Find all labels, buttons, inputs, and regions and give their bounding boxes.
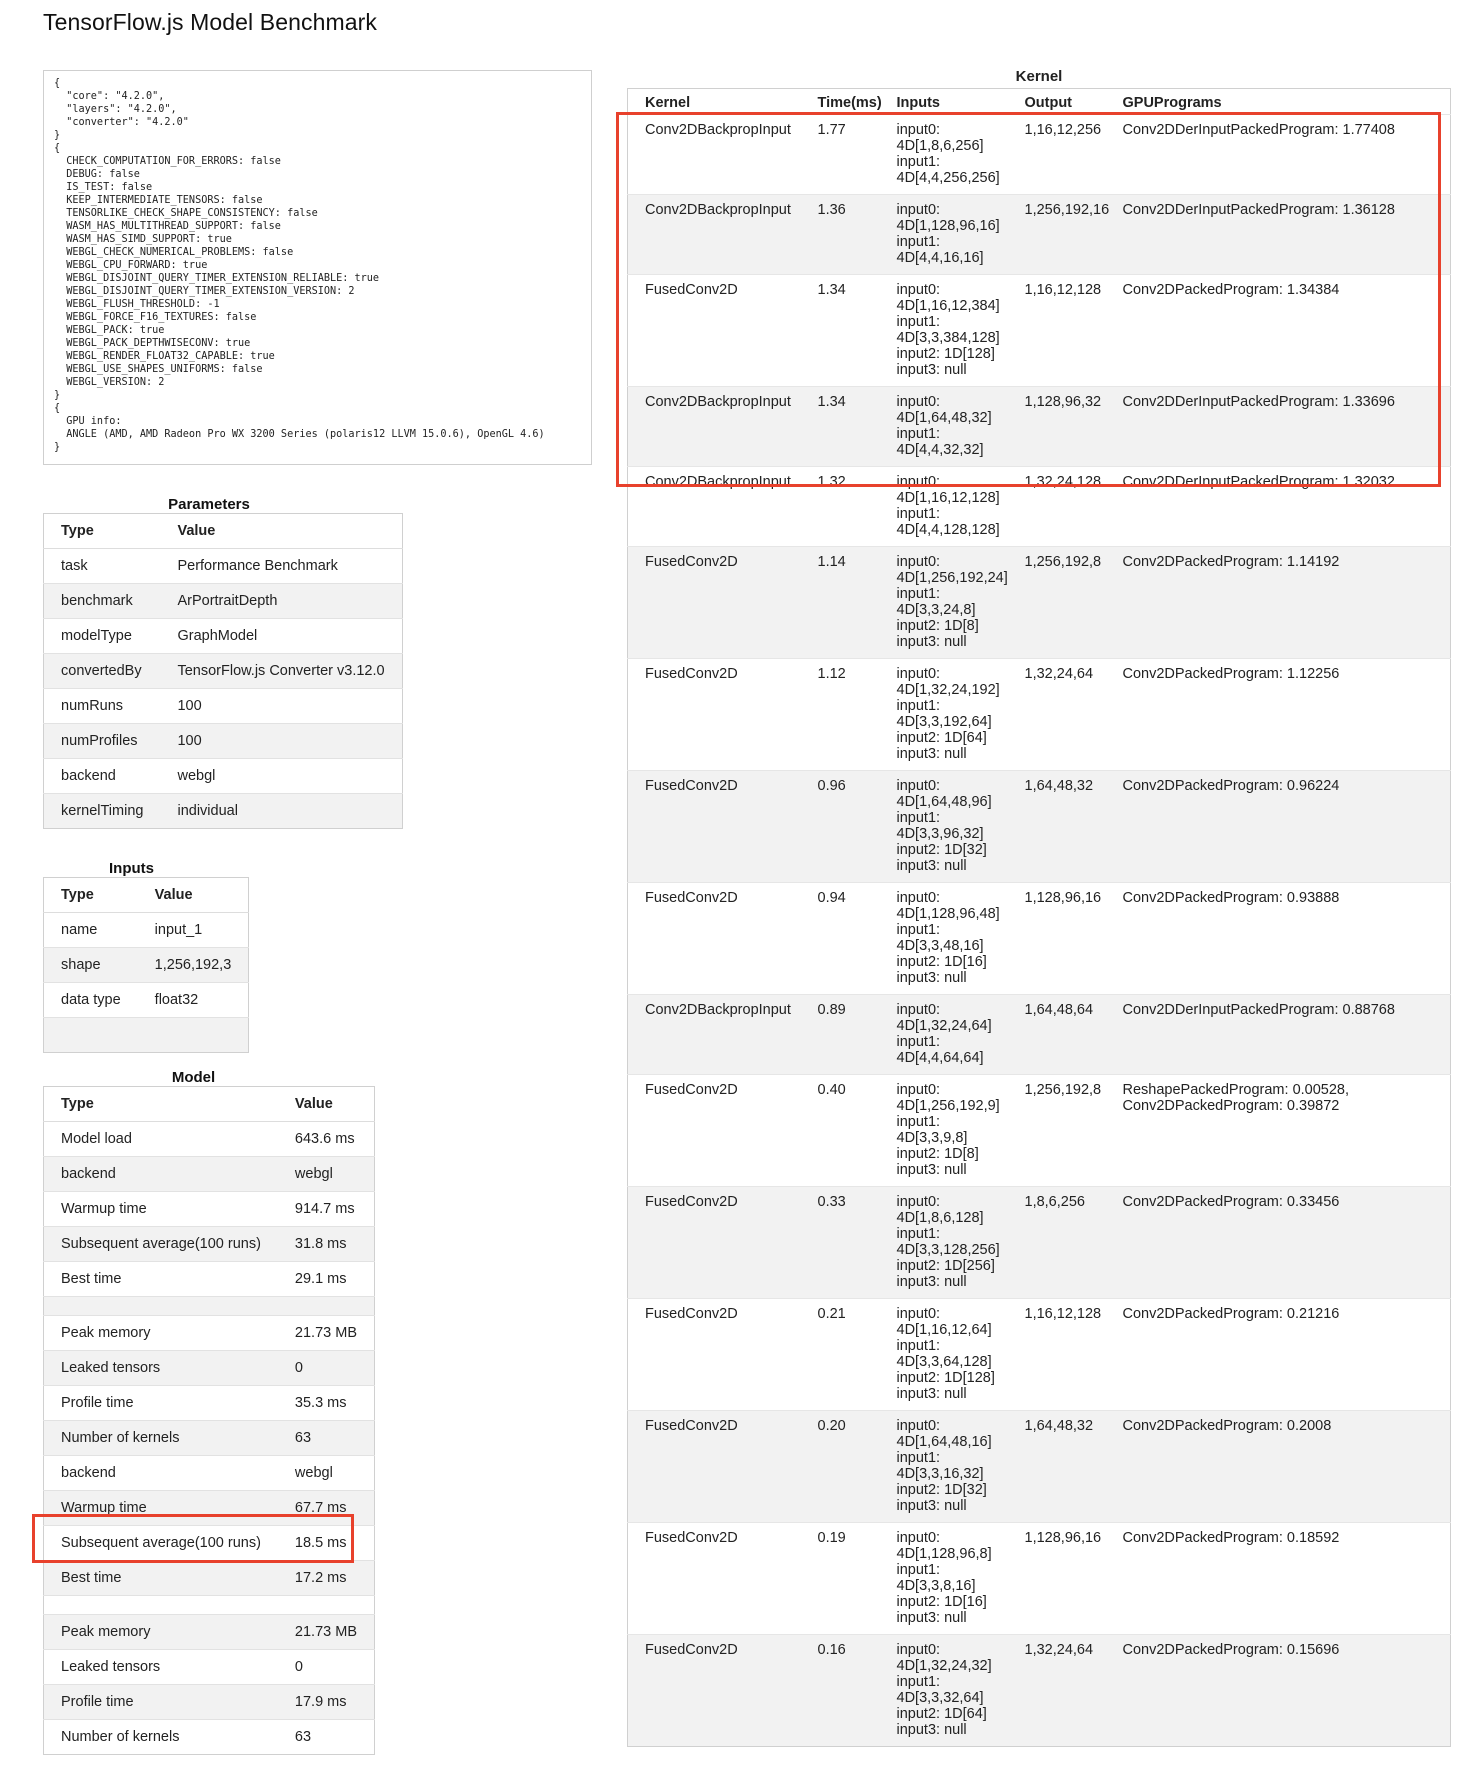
kernel-row xyxy=(628,195,1451,275)
kernel-cell-kernel-name: Conv2DBackpropInput xyxy=(628,467,801,547)
kernel-cell-output: 1,64,48,32 xyxy=(1008,1411,1106,1523)
kernel-cell-time: 1.32 xyxy=(801,467,880,547)
parameters-section xyxy=(43,496,403,829)
model-cell-value: 29.1 ms xyxy=(278,1262,375,1297)
kernel-cell-time: 0.40 xyxy=(801,1075,880,1187)
kernel-cell-output: 1,32,24,64 xyxy=(1008,1635,1106,1747)
kernel-cell-gpu-programs: Conv2DPackedProgram: 0.21216 xyxy=(1106,1299,1451,1411)
parameters-cell-type: numRuns xyxy=(44,689,161,724)
model-cell-type: Best time xyxy=(44,1262,278,1297)
inputs-table xyxy=(43,877,249,1053)
kernel-row xyxy=(628,1075,1451,1187)
kernel-section xyxy=(627,66,1451,1747)
inputs-cell-value xyxy=(138,1018,249,1053)
model-row xyxy=(44,1491,375,1526)
kernel-cell-kernel-name: Conv2DBackpropInput xyxy=(628,387,801,467)
model-cell-type: Number of kernels xyxy=(44,1720,278,1755)
kernel-cell-kernel-name: FusedConv2D xyxy=(628,275,801,387)
parameters-cell-type: backend xyxy=(44,759,161,794)
model-row xyxy=(44,1685,375,1720)
parameters-cell-type: convertedBy xyxy=(44,654,161,689)
kernel-cell-time: 1.34 xyxy=(801,275,880,387)
model-cell-type: Peak memory xyxy=(44,1316,278,1351)
parameters-cell-type: benchmark xyxy=(44,584,161,619)
model-cell-type: Model load xyxy=(44,1122,278,1157)
kernel-cell-gpu-programs: ReshapePackedProgram: 0.00528, Conv2DPackedProgram: 0.39872 xyxy=(1106,1075,1451,1187)
kernel-cell-kernel-name: Conv2DBackpropInput xyxy=(628,115,801,195)
model-table xyxy=(43,1086,375,1755)
kernel-cell-kernel-name: FusedConv2D xyxy=(628,547,801,659)
inputs-cell-value: 1,256,192,3 xyxy=(138,948,249,983)
inputs-cell-type: data type xyxy=(44,983,138,1018)
kernel-cell-gpu-programs: Conv2DDerInputPackedProgram: 1.77408 xyxy=(1106,115,1451,195)
kernel-cell-kernel-name: FusedConv2D xyxy=(628,1299,801,1411)
kernel-cell-gpu-programs: Conv2DDerInputPackedProgram: 1.32032 xyxy=(1106,467,1451,547)
kernel-cell-inputs: input0: 4D[1,256,192,9] input1: 4D[3,3,9,8] input2: 1D[8] input3: null xyxy=(880,1075,1008,1187)
environment-info-box xyxy=(43,70,592,465)
model-cell-value: 17.9 ms xyxy=(278,1685,375,1720)
kernel-cell-time: 1.14 xyxy=(801,547,880,659)
model-cell-type: Profile time xyxy=(44,1386,278,1421)
model-cell-type: backend xyxy=(44,1456,278,1491)
kernel-header-output: Output xyxy=(1024,95,1073,111)
model-cell-value: 21.73 MB xyxy=(278,1615,375,1650)
model-cell-type: Leaked tensors xyxy=(44,1351,278,1386)
model-cell-value: 0 xyxy=(278,1650,375,1685)
kernel-cell-output: 1,128,96,16 xyxy=(1008,1523,1106,1635)
model-cell-value: 0 xyxy=(278,1351,375,1386)
kernel-cell-kernel-name: Conv2DBackpropInput xyxy=(628,195,801,275)
inputs-header-type: Type xyxy=(44,878,138,913)
model-cell-value: 35.3 ms xyxy=(278,1386,375,1421)
parameters-cell-value: individual xyxy=(160,794,402,829)
kernel-row xyxy=(628,387,1451,467)
model-cell-type: Warmup time xyxy=(44,1192,278,1227)
kernel-row xyxy=(628,1187,1451,1299)
model-cell-value: 18.5 ms xyxy=(278,1526,375,1561)
parameters-table xyxy=(43,513,403,829)
inputs-cell-type xyxy=(44,1018,138,1053)
kernel-cell-inputs: input0: 4D[1,128,96,16] input1: 4D[4,4,16,16] xyxy=(880,195,1008,275)
inputs-cell-value: input_1 xyxy=(138,913,249,948)
model-cell-value: webgl xyxy=(278,1456,375,1491)
kernel-cell-inputs: input0: 4D[1,8,6,256] input1: 4D[4,4,256,256] xyxy=(880,115,1008,195)
kernel-cell-kernel-name: FusedConv2D xyxy=(628,1187,801,1299)
kernel-cell-inputs: input0: 4D[1,16,12,64] input1: 4D[3,3,64,128] input2: 1D[128] input3: null xyxy=(880,1299,1008,1411)
kernel-cell-time: 0.33 xyxy=(801,1187,880,1299)
kernel-row xyxy=(628,1523,1451,1635)
kernel-header-inputs: Inputs xyxy=(896,95,940,111)
kernel-cell-output: 1,256,192,8 xyxy=(1008,547,1106,659)
parameters-row xyxy=(44,724,403,759)
model-cell-type: Leaked tensors xyxy=(44,1650,278,1685)
model-cell-type: Profile time xyxy=(44,1685,278,1720)
kernel-row xyxy=(628,1411,1451,1523)
model-cell-type: Number of kernels xyxy=(44,1421,278,1456)
kernel-cell-gpu-programs: Conv2DPackedProgram: 1.12256 xyxy=(1106,659,1451,771)
model-row xyxy=(44,1720,375,1755)
kernel-cell-time: 0.96 xyxy=(801,771,880,883)
kernel-cell-output: 1,32,24,128 xyxy=(1008,467,1106,547)
kernel-cell-output: 1,256,192,16 xyxy=(1008,195,1106,275)
kernel-row xyxy=(628,1635,1451,1747)
model-row xyxy=(44,1456,375,1491)
parameters-row xyxy=(44,584,403,619)
model-cell-type: Warmup time xyxy=(44,1491,278,1526)
model-row xyxy=(44,1227,375,1262)
model-cell-type xyxy=(44,1596,278,1615)
kernel-row xyxy=(628,995,1451,1075)
kernel-cell-gpu-programs: Conv2DPackedProgram: 0.93888 xyxy=(1106,883,1451,995)
model-row xyxy=(44,1192,375,1227)
model-cell-type: Subsequent average(100 runs) xyxy=(44,1526,278,1561)
page-title: TensorFlow.js Model Benchmark xyxy=(43,9,377,35)
kernel-cell-kernel-name: FusedConv2D xyxy=(628,771,801,883)
model-row xyxy=(44,1650,375,1685)
kernel-caption: Kernel xyxy=(1015,68,1063,85)
kernel-cell-output: 1,16,12,256 xyxy=(1008,115,1106,195)
kernel-row xyxy=(628,115,1451,195)
model-caption: Model xyxy=(171,1069,216,1086)
parameters-cell-value: GraphModel xyxy=(160,619,402,654)
parameters-row xyxy=(44,794,403,829)
model-row xyxy=(44,1386,375,1421)
model-cell-value: 17.2 ms xyxy=(278,1561,375,1596)
parameters-header-value: Value xyxy=(160,514,402,549)
kernel-cell-kernel-name: FusedConv2D xyxy=(628,883,801,995)
environment-info-text: { "core": "4.2.0", "layers": "4.2.0", "converter": "4.2.0" } { CHECK_COMPUTATION_FOR_ERRORS: false DEBUG: false IS_TEST: false KEEP_INTERMEDIATE_TENSORS: false TENSORLIKE_CHECK_SHAPE_CONSISTENCY: false WASM_HAS_MULTITHREAD_SUPPORT: false WASM_HAS_SIMD_SUPPORT: true WEBGL_CHECK_NUMERICAL_PROBLEMS: false WEBGL_CPU_FORWARD: true WEBGL_DISJOINT_QUERY_TIMER_EXTENSION_RELIABLE: true WEBGL_DISJOINT_QUERY_TIMER_EXTENSION_VERSION: 2 WEBGL_FLUSH_THRESHOLD: -1 WEBGL_FORCE_F16_TEXTURES: false WEBGL_PACK: true WEBGL_PACK_DEPTHWISECONV: true WEBGL_RENDER_FLOAT32_CAPABLE: true WEBGL_USE_SHAPES_UNIFORMS: false WEBGL_VERSION: 2 } { GPU info: ANGLE (AMD, AMD Radeon Pro WX 3200 Series (polaris12 LLVM 15.0.6), OpenGL 4.6) } xyxy=(54,78,545,453)
inputs-row xyxy=(44,948,249,983)
inputs-header-value: Value xyxy=(138,878,249,913)
kernel-cell-inputs: input0: 4D[1,32,24,64] input1: 4D[4,4,64,64] xyxy=(880,995,1008,1075)
kernel-header-gpuprograms: GPUPrograms xyxy=(1122,95,1222,111)
parameters-cell-value: TensorFlow.js Converter v3.12.0 xyxy=(160,654,402,689)
kernel-row xyxy=(628,275,1451,387)
parameters-row xyxy=(44,549,403,584)
inputs-cell-type: name xyxy=(44,913,138,948)
kernel-cell-output: 1,16,12,128 xyxy=(1008,275,1106,387)
kernel-cell-kernel-name: FusedConv2D xyxy=(628,1075,801,1187)
parameters-cell-value: Performance Benchmark xyxy=(160,549,402,584)
model-cell-value xyxy=(278,1596,375,1615)
kernel-cell-gpu-programs: Conv2DDerInputPackedProgram: 0.88768 xyxy=(1106,995,1451,1075)
kernel-row xyxy=(628,467,1451,547)
kernel-cell-gpu-programs: Conv2DDerInputPackedProgram: 1.36128 xyxy=(1106,195,1451,275)
kernel-cell-gpu-programs: Conv2DPackedProgram: 0.18592 xyxy=(1106,1523,1451,1635)
parameters-cell-value: 100 xyxy=(160,689,402,724)
model-cell-value: 63 xyxy=(278,1421,375,1456)
kernel-row xyxy=(628,883,1451,995)
model-cell-type: Best time xyxy=(44,1561,278,1596)
model-cell-type: Subsequent average(100 runs) xyxy=(44,1227,278,1262)
kernel-cell-inputs: input0: 4D[1,128,96,8] input1: 4D[3,3,8,16] input2: 1D[16] input3: null xyxy=(880,1523,1008,1635)
kernel-cell-gpu-programs: Conv2DPackedProgram: 0.15696 xyxy=(1106,1635,1451,1747)
model-cell-value: 643.6 ms xyxy=(278,1122,375,1157)
kernel-table xyxy=(627,88,1451,1747)
kernel-cell-inputs: input0: 4D[1,64,48,32] input1: 4D[4,4,32,32] xyxy=(880,387,1008,467)
model-cell-value: 914.7 ms xyxy=(278,1192,375,1227)
kernel-cell-time: 0.16 xyxy=(801,1635,880,1747)
kernel-row xyxy=(628,1299,1451,1411)
kernel-cell-time: 1.36 xyxy=(801,195,880,275)
kernel-cell-inputs: input0: 4D[1,8,6,128] input1: 4D[3,3,128,256] input2: 1D[256] input3: null xyxy=(880,1187,1008,1299)
kernel-cell-gpu-programs: Conv2DPackedProgram: 1.34384 xyxy=(1106,275,1451,387)
kernel-cell-time: 1.34 xyxy=(801,387,880,467)
kernel-cell-output: 1,32,24,64 xyxy=(1008,659,1106,771)
model-row xyxy=(44,1122,375,1157)
model-cell-value: 31.8 ms xyxy=(278,1227,375,1262)
kernel-cell-time: 0.20 xyxy=(801,1411,880,1523)
kernel-row xyxy=(628,659,1451,771)
kernel-cell-inputs: input0: 4D[1,16,12,128] input1: 4D[4,4,128,128] xyxy=(880,467,1008,547)
parameters-caption: Parameters xyxy=(168,496,250,513)
kernel-cell-output: 1,8,6,256 xyxy=(1008,1187,1106,1299)
model-row xyxy=(44,1351,375,1386)
kernel-cell-output: 1,64,48,32 xyxy=(1008,771,1106,883)
kernel-cell-output: 1,128,96,32 xyxy=(1008,387,1106,467)
kernel-cell-output: 1,64,48,64 xyxy=(1008,995,1106,1075)
kernel-cell-kernel-name: FusedConv2D xyxy=(628,1635,801,1747)
parameters-row xyxy=(44,759,403,794)
parameters-cell-value: webgl xyxy=(160,759,402,794)
model-row xyxy=(44,1561,375,1596)
kernel-cell-output: 1,16,12,128 xyxy=(1008,1299,1106,1411)
kernel-cell-inputs: input0: 4D[1,256,192,24] input1: 4D[3,3,24,8] input2: 1D[8] input3: null xyxy=(880,547,1008,659)
model-cell-value: webgl xyxy=(278,1157,375,1192)
kernel-cell-time: 0.21 xyxy=(801,1299,880,1411)
kernel-cell-kernel-name: FusedConv2D xyxy=(628,659,801,771)
kernel-cell-kernel-name: Conv2DBackpropInput xyxy=(628,995,801,1075)
kernel-cell-gpu-programs: Conv2DPackedProgram: 0.96224 xyxy=(1106,771,1451,883)
parameters-cell-type: numProfiles xyxy=(44,724,161,759)
inputs-cell-value: float32 xyxy=(138,983,249,1018)
kernel-cell-kernel-name: FusedConv2D xyxy=(628,1523,801,1635)
parameters-cell-value: ArPortraitDepth xyxy=(160,584,402,619)
inputs-section xyxy=(43,860,249,1053)
kernel-cell-inputs: input0: 4D[1,32,24,32] input1: 4D[3,3,32,64] input2: 1D[64] input3: null xyxy=(880,1635,1008,1747)
kernel-cell-time: 0.19 xyxy=(801,1523,880,1635)
kernel-cell-inputs: input0: 4D[1,32,24,192] input1: 4D[3,3,192,64] input2: 1D[64] input3: null xyxy=(880,659,1008,771)
model-cell-type: Peak memory xyxy=(44,1615,278,1650)
kernel-cell-inputs: input0: 4D[1,64,48,16] input1: 4D[3,3,16,32] input2: 1D[32] input3: null xyxy=(880,1411,1008,1523)
model-row xyxy=(44,1526,375,1561)
inputs-cell-type: shape xyxy=(44,948,138,983)
parameters-row xyxy=(44,654,403,689)
kernel-header-kernel: Kernel xyxy=(645,95,691,111)
parameters-cell-type: modelType xyxy=(44,619,161,654)
model-header-type: Type xyxy=(44,1087,278,1122)
parameters-row xyxy=(44,689,403,724)
kernel-cell-time: 0.89 xyxy=(801,995,880,1075)
model-cell-value: 63 xyxy=(278,1720,375,1755)
model-cell-type xyxy=(44,1297,278,1316)
kernel-cell-gpu-programs: Conv2DDerInputPackedProgram: 1.33696 xyxy=(1106,387,1451,467)
kernel-cell-inputs: input0: 4D[1,64,48,96] input1: 4D[3,3,96,32] input2: 1D[32] input3: null xyxy=(880,771,1008,883)
kernel-cell-output: 1,128,96,16 xyxy=(1008,883,1106,995)
model-row xyxy=(44,1421,375,1456)
parameters-cell-value: 100 xyxy=(160,724,402,759)
model-cell-value: 21.73 MB xyxy=(278,1316,375,1351)
kernel-cell-gpu-programs: Conv2DPackedProgram: 0.33456 xyxy=(1106,1187,1451,1299)
model-header-value: Value xyxy=(278,1087,375,1122)
kernel-header-time: Time(ms) xyxy=(817,95,882,111)
model-section xyxy=(43,1069,375,1755)
kernel-cell-time: 0.94 xyxy=(801,883,880,995)
model-row xyxy=(44,1262,375,1297)
model-cell-type: backend xyxy=(44,1157,278,1192)
kernel-row xyxy=(628,547,1451,659)
inputs-row xyxy=(44,1018,249,1053)
kernel-cell-inputs: input0: 4D[1,16,12,384] input1: 4D[3,3,384,128] input2: 1D[128] input3: null xyxy=(880,275,1008,387)
inputs-row xyxy=(44,913,249,948)
kernel-row xyxy=(628,771,1451,883)
kernel-cell-time: 1.77 xyxy=(801,115,880,195)
kernel-cell-output: 1,256,192,8 xyxy=(1008,1075,1106,1187)
model-cell-value: 67.7 ms xyxy=(278,1491,375,1526)
kernel-cell-gpu-programs: Conv2DPackedProgram: 0.2008 xyxy=(1106,1411,1451,1523)
parameters-cell-type: kernelTiming xyxy=(44,794,161,829)
model-row xyxy=(44,1316,375,1351)
model-cell-value xyxy=(278,1297,375,1316)
kernel-cell-time: 1.12 xyxy=(801,659,880,771)
kernel-cell-gpu-programs: Conv2DPackedProgram: 1.14192 xyxy=(1106,547,1451,659)
kernel-cell-kernel-name: FusedConv2D xyxy=(628,1411,801,1523)
parameters-header-type: Type xyxy=(44,514,161,549)
model-row xyxy=(44,1157,375,1192)
inputs-caption: Inputs xyxy=(109,860,154,877)
kernel-cell-inputs: input0: 4D[1,128,96,48] input1: 4D[3,3,48,16] input2: 1D[16] input3: null xyxy=(880,883,1008,995)
parameters-row xyxy=(44,619,403,654)
inputs-row xyxy=(44,983,249,1018)
parameters-cell-type: task xyxy=(44,549,161,584)
model-row xyxy=(44,1615,375,1650)
model-row xyxy=(44,1596,375,1615)
model-row xyxy=(44,1297,375,1316)
